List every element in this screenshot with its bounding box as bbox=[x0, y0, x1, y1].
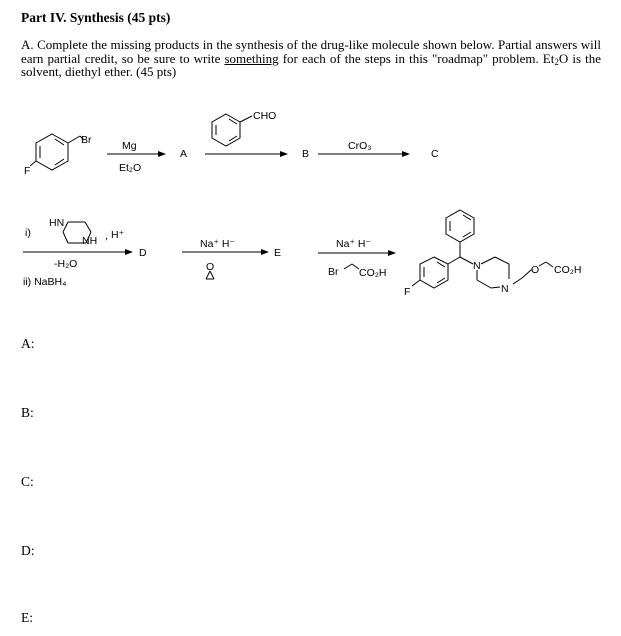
section-title: Part IV. Synthesis (45 pts) bbox=[21, 10, 171, 25]
product-label-b: B bbox=[302, 148, 310, 160]
reagent-nabh4: ii) NaBH₄ bbox=[23, 276, 67, 288]
answer-label-a: A: bbox=[21, 336, 35, 351]
reagent-nah-2: Na⁺ H⁻ bbox=[336, 238, 372, 250]
label-final-n1: N bbox=[473, 260, 481, 272]
final-product-structure bbox=[412, 210, 553, 288]
label-nh: NH bbox=[82, 235, 98, 247]
label-final-n2: N bbox=[501, 283, 509, 295]
label-comma: , bbox=[105, 230, 108, 242]
label-br-reagent: Br bbox=[328, 266, 339, 278]
label-epoxide-o: O bbox=[206, 261, 215, 273]
label-co2h-reagent: CO₂H bbox=[359, 267, 387, 279]
benzaldehyde-structure bbox=[212, 114, 252, 146]
product-label-e: E bbox=[274, 247, 282, 259]
label-br-start: Br bbox=[81, 134, 92, 146]
reagent-cro3: CrO₃ bbox=[348, 140, 372, 152]
product-label-d: D bbox=[139, 247, 147, 259]
reagent-et2o: Et₂O bbox=[119, 162, 142, 174]
product-label-c: C bbox=[431, 148, 439, 160]
answer-label-b: B: bbox=[21, 405, 34, 420]
reagent-minus-h2o: -H₂O bbox=[54, 258, 78, 270]
reagent-mg: Mg bbox=[122, 140, 137, 152]
intro-underlined-word: something bbox=[224, 50, 279, 66]
intro-text-2: for each of the steps in this "roadmap" problem. Et bbox=[278, 50, 555, 66]
label-cho: CHO bbox=[253, 110, 277, 122]
label-hn: HN bbox=[49, 217, 65, 229]
answer-label-c: C: bbox=[21, 474, 34, 489]
fluorobenzyl-bromide-structure bbox=[30, 134, 84, 170]
label-final-o: O bbox=[531, 264, 540, 276]
label-f-start: F bbox=[24, 165, 31, 177]
intro-text-1: A. Complete the missing products in the synthesis of the drug-like molecule shown below. Partial answers will earn partial credit, so be sure to write bbox=[21, 37, 601, 66]
reagent-nah-1: Na⁺ H⁻ bbox=[200, 238, 236, 250]
answer-label-e: E: bbox=[21, 610, 33, 625]
bromoacetic-acid-structure bbox=[344, 264, 359, 269]
label-step-i: i) bbox=[25, 227, 31, 239]
product-label-a: A bbox=[180, 148, 188, 160]
label-final-co2h: CO₂H bbox=[554, 264, 582, 276]
intro-subscript: 2 bbox=[554, 56, 559, 67]
answer-label-d: D: bbox=[21, 543, 35, 558]
label-final-f: F bbox=[404, 286, 411, 298]
reagent-h-plus: H⁺ bbox=[111, 229, 125, 241]
intro-text-3: O is the solvent, diethyl ether. (45 pts) bbox=[21, 50, 601, 79]
